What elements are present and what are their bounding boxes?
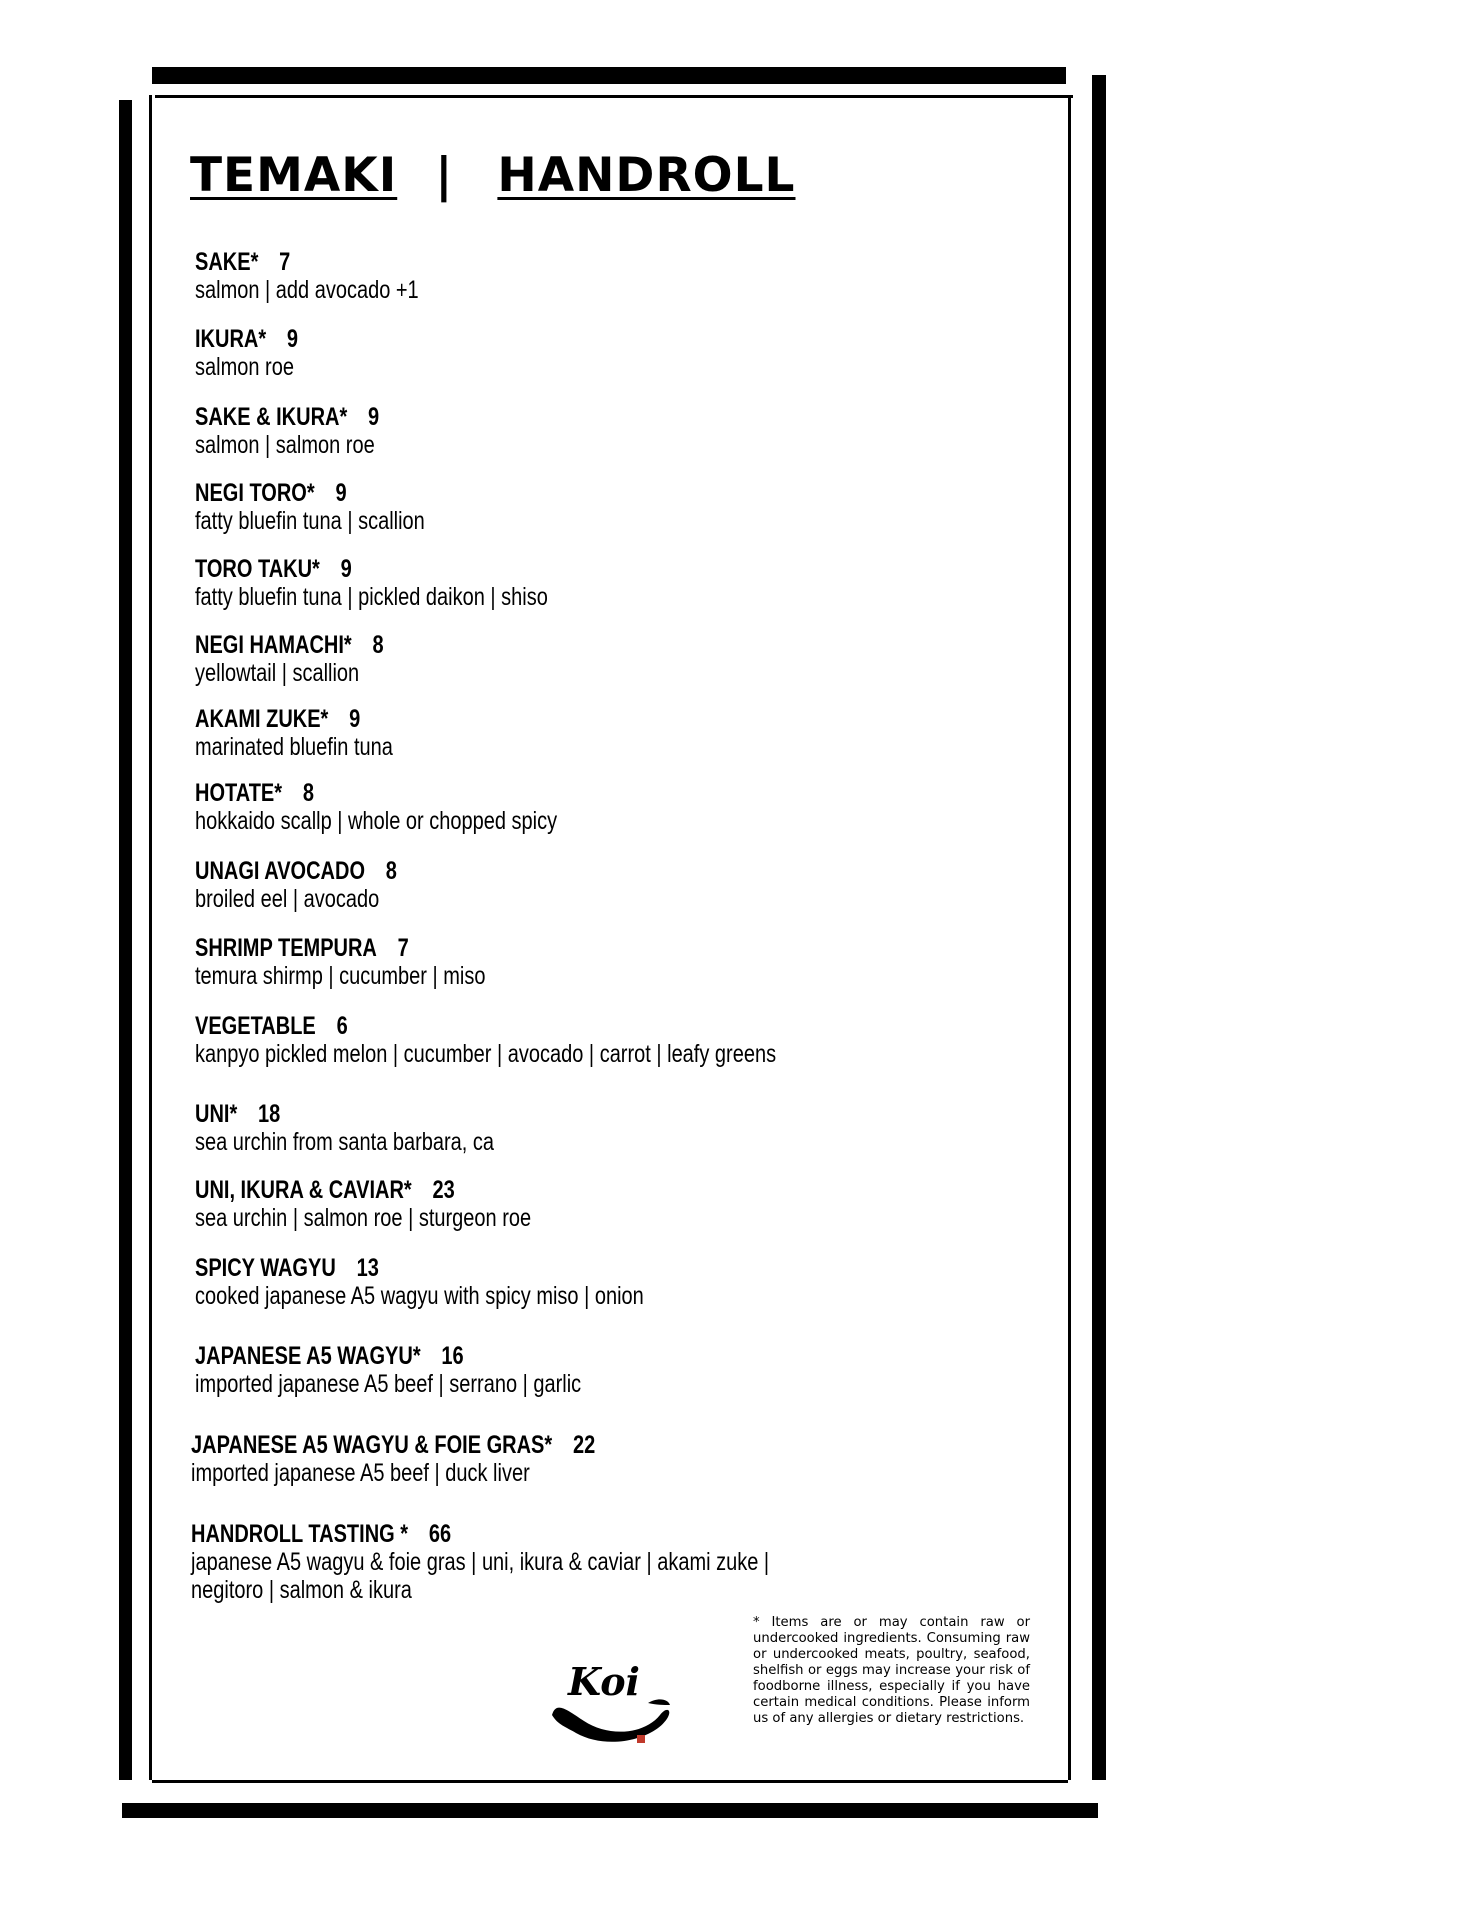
item-price: 8 [385,857,397,885]
item-name: IKURA* [195,325,267,353]
menu-item [195,631,895,687]
item-description: broiled eel | avocado [195,885,380,913]
item-price: 9 [335,479,347,507]
item-description: yellowtail | scallion [195,659,360,687]
frame-inner-left-line [149,95,152,1780]
title-temaki: TEMAKI [190,148,398,203]
frame-bottom-bar [122,1803,1098,1818]
menu-item [195,779,895,835]
menu-item [195,403,895,459]
item-price: 9 [349,705,361,733]
menu-item [195,1012,895,1068]
item-name: HANDROLL TASTING * [191,1520,409,1548]
item-price: 22 [572,1431,596,1459]
item-description: marinated bluefin tuna [195,733,393,761]
item-name: SAKE* [195,248,259,276]
item-price: 18 [258,1100,281,1128]
menu-item [195,479,895,535]
item-price: 6 [336,1012,348,1040]
item-description: cooked japanese A5 wagyu with spicy miso | onion [195,1282,644,1310]
item-description: salmon | add avocado +1 [195,276,419,304]
item-name: NEGI HAMACHI* [195,631,352,659]
item-price: 8 [372,631,384,659]
koi-logo [548,1655,674,1747]
item-name: NEGI TORO* [195,479,315,507]
menu-item [191,1520,891,1604]
item-description-continued: negitoro | salmon & ikura [191,1576,412,1604]
item-price: 23 [432,1176,455,1204]
item-price: 7 [279,248,291,276]
menu-item [195,1254,895,1310]
item-price: 8 [302,779,314,807]
item-description: hokkaido scallp | whole or chopped spicy [195,807,558,835]
item-description: japanese A5 wagyu & foie gras | uni, ikura & caviar | akami zuke | [191,1548,770,1576]
item-name: UNAGI AVOCADO [195,857,365,885]
item-name: SAKE & IKURA* [195,403,348,431]
item-description: imported japanese A5 beef | serrano | garlic [195,1370,582,1398]
disclaimer-text: * Items are or may contain raw or undercooked ingredients. Consuming raw or undercooked meats, poultry, seafood, shelfish or eggs may increase your risk of foodborne illness, especially if you have certain medical conditions. Please inform us of any allergies or dietary restrictions. [753,1615,1030,1726]
item-name: JAPANESE A5 WAGYU* [195,1342,421,1370]
frame-inner-top-line [155,95,1073,98]
item-price: 9 [340,555,352,583]
frame-top-bar [152,67,1066,84]
item-name: VEGETABLE [195,1012,316,1040]
item-name: SHRIMP TEMPURA [195,934,377,962]
logo-text: Koi [568,1659,640,1704]
frame-inner-bottom-line [152,1780,1068,1783]
item-description: fatty bluefin tuna | scallion [195,507,425,535]
menu-item [191,1431,891,1487]
item-name: UNI* [195,1100,238,1128]
menu-item [195,1342,895,1398]
item-price: 9 [286,325,299,353]
menu-item [195,1100,895,1156]
item-name: JAPANESE A5 WAGYU & FOIE GRAS* [191,1431,553,1459]
title-separator: | [435,148,454,203]
menu-item [195,248,895,304]
frame-left-bar [119,100,132,1780]
menu-item [195,555,895,611]
item-price: 16 [441,1342,464,1370]
item-description: sea urchin from santa barbara, ca [195,1128,495,1156]
item-description: salmon roe [195,353,294,381]
menu-item [195,705,895,761]
item-description: fatty bluefin tuna | pickled daikon | shiso [195,583,548,611]
item-price: 7 [397,934,409,962]
item-description: salmon | salmon roe [195,431,375,459]
item-price: 66 [428,1520,452,1548]
menu-item [195,857,895,913]
page-title [190,148,796,203]
menu-item [195,934,895,990]
frame-inner-right-line [1068,95,1071,1780]
item-description: kanpyo pickled melon | cucumber | avocado | carrot | leafy greens [195,1040,777,1068]
item-name: HOTATE* [195,779,283,807]
frame-right-bar [1092,75,1106,1780]
title-handroll: HANDROLL [497,148,796,203]
item-description: imported japanese A5 beef | duck liver [191,1459,530,1487]
item-name: UNI, IKURA & CAVIAR* [195,1176,412,1204]
menu-item [195,1176,895,1232]
menu-item [195,325,895,381]
item-price: 9 [368,403,380,431]
item-name: TORO TAKU* [195,555,320,583]
item-name: SPICY WAGYU [195,1254,336,1282]
item-name: AKAMI ZUKE* [195,705,329,733]
item-description: temura shirmp | cucumber | miso [195,962,486,990]
item-price: 13 [356,1254,379,1282]
item-description: sea urchin | salmon roe | sturgeon roe [195,1204,532,1232]
